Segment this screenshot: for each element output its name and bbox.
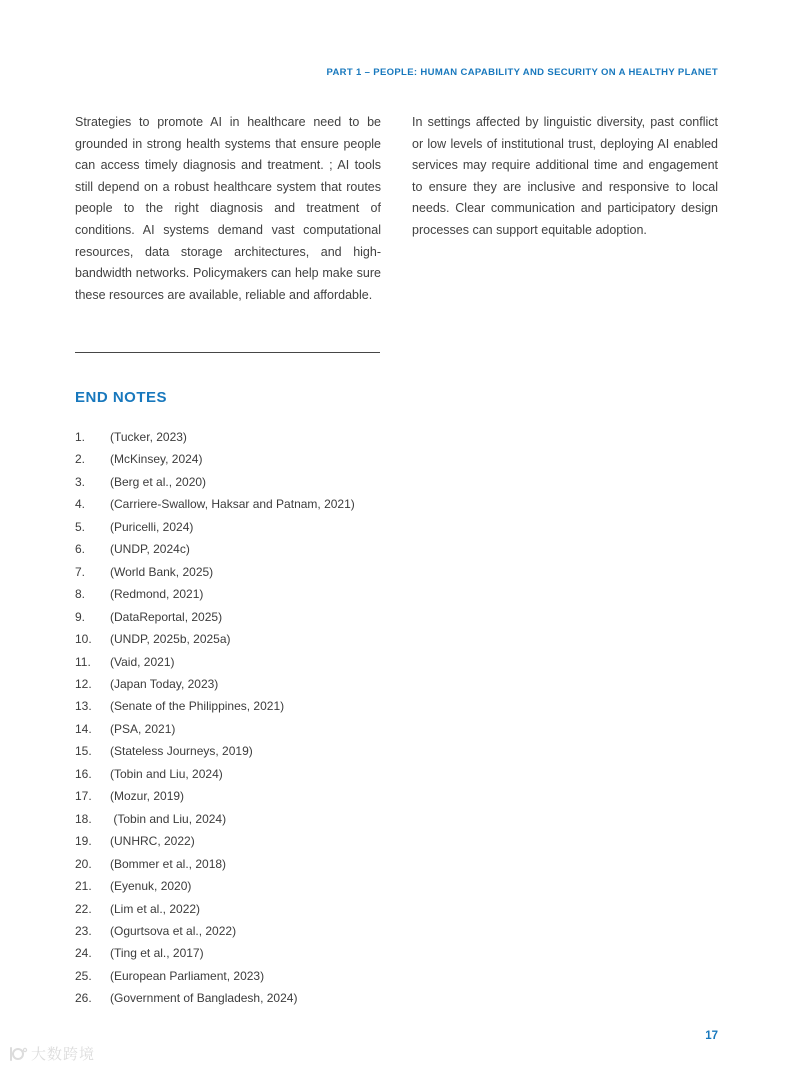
endnotes-divider	[75, 352, 380, 353]
endnote-number: 22.	[75, 901, 92, 916]
endnote-number: 7.	[75, 564, 86, 579]
endnote-text: (Tobin and Liu, 2024)	[110, 766, 223, 781]
watermark-text: 大数跨境	[31, 1046, 96, 1063]
endnote-row	[75, 875, 718, 897]
endnote-row	[75, 853, 718, 875]
endnote-row	[75, 898, 718, 920]
endnote-number: 5.	[75, 519, 86, 534]
endnote-number: 21.	[75, 879, 92, 894]
endnote-row	[75, 718, 718, 740]
endnote-row	[75, 493, 718, 515]
endnote-row	[75, 920, 718, 942]
endnote-text: (Tobin and Liu, 2024)	[110, 811, 227, 826]
endnote-text: (Government of Bangladesh, 2024)	[110, 991, 298, 1006]
endnote-row	[75, 987, 718, 1009]
endnote-number: 16.	[75, 766, 92, 781]
endnote-text: (PSA, 2021)	[110, 721, 176, 736]
endnotes-heading: END NOTES	[75, 389, 168, 406]
endnote-text: (Lim et al., 2022)	[110, 901, 201, 916]
endnote-row	[75, 471, 718, 493]
right-column-paragraph: In settings affected by linguistic diversity, past conflict or low levels of institutional trust, deploying AI enabled services may require additional time and engagement to ensure they are inclusive and responsive to local needs. Clear communication and participatory design processes can support equitable adoption.	[412, 115, 718, 237]
endnote-row	[75, 965, 718, 987]
endnote-row	[75, 628, 718, 650]
endnote-text: (Vaid, 2021)	[110, 654, 175, 669]
endnote-number: 19.	[75, 834, 92, 849]
endnote-number: 2.	[75, 452, 86, 467]
endnote-text: (McKinsey, 2024)	[110, 452, 203, 467]
endnote-number: 15.	[75, 744, 92, 759]
page-number: 17	[705, 1030, 718, 1042]
endnote-text: (Japan Today, 2023)	[110, 676, 219, 691]
endnote-number: 17.	[75, 789, 92, 804]
endnote-number: 8.	[75, 587, 86, 602]
endnote-row	[75, 942, 718, 964]
endnote-number: 23.	[75, 923, 92, 938]
endnote-text: (DataReportal, 2025)	[110, 609, 223, 624]
endnote-text: (Puricelli, 2024)	[110, 519, 194, 534]
endnote-text: (UNDP, 2025b, 2025a)	[110, 632, 231, 647]
endnote-row	[75, 785, 718, 807]
body-columns	[75, 112, 718, 306]
endnote-row	[75, 516, 718, 538]
endnote-number: 9.	[75, 609, 86, 624]
running-header: PART 1 – PEOPLE: HUMAN CAPABILITY AND SECURITY ON A HEALTHY PLANET	[326, 67, 718, 78]
endnote-row	[75, 830, 718, 852]
endnote-number: 4.	[75, 497, 86, 512]
endnote-text: (Senate of the Philippines, 2021)	[110, 699, 285, 714]
endnote-row	[75, 763, 718, 785]
endnote-number: 6.	[75, 542, 86, 557]
endnote-number: 10.	[75, 632, 92, 647]
endnote-text: (World Bank, 2025)	[110, 564, 214, 579]
endnote-row	[75, 583, 718, 605]
endnote-row	[75, 695, 718, 717]
endnote-number: 25.	[75, 968, 92, 983]
endnote-text: (Stateless Journeys, 2019)	[110, 744, 253, 759]
endnote-number: 12.	[75, 676, 92, 691]
endnote-row	[75, 740, 718, 762]
endnote-text: (Mozur, 2019)	[110, 789, 185, 804]
endnote-row	[75, 426, 718, 448]
endnote-text: (Ogurtsova et al., 2022)	[110, 923, 237, 938]
endnote-text: (European Parliament, 2023)	[110, 968, 265, 983]
endnote-row	[75, 448, 718, 470]
endnote-row	[75, 538, 718, 560]
watermark	[8, 1043, 95, 1064]
watermark-logo-icon	[8, 1046, 28, 1062]
endnote-text: (Ting et al., 2017)	[110, 946, 204, 961]
endnote-number: 20.	[75, 856, 92, 871]
endnote-number: 11.	[75, 654, 91, 669]
left-column-paragraph: Strategies to promote AI in healthcare need to be grounded in strong health systems that ensure people can access timely diagnosis and treatment. ; AI tools still depend on a robust healthcare system that routes people to the right diagnosis and treatment of conditions. AI systems demand vast computational resources, data storage architectures, and high-bandwidth networks. Policymakers can help make sure these resources are available, reliable and affordable.	[75, 115, 381, 302]
endnote-row	[75, 651, 718, 673]
endnote-number: 18.	[75, 811, 92, 826]
endnote-text: (Tucker, 2023)	[110, 430, 187, 444]
endnote-number: 1.	[75, 430, 86, 444]
endnote-text: (UNDP, 2024c)	[110, 542, 190, 557]
endnote-number: 13.	[75, 699, 92, 714]
endnote-text: (Eyenuk, 2020)	[110, 879, 192, 894]
endnote-text: (Redmond, 2021)	[110, 587, 204, 602]
endnotes-list	[75, 426, 718, 1010]
endnote-text: (Berg et al., 2020)	[110, 474, 207, 489]
endnote-number: 14.	[75, 721, 92, 736]
endnote-number: 26.	[75, 991, 92, 1006]
endnote-text: (Carriere-Swallow, Haksar and Patnam, 2021)	[110, 497, 355, 512]
endnote-text: (Bommer et al., 2018)	[110, 856, 227, 871]
endnote-number: 3.	[75, 474, 86, 489]
endnote-row	[75, 808, 718, 830]
endnote-text: (UNHRC, 2022)	[110, 834, 195, 849]
endnote-row	[75, 673, 718, 695]
endnote-number: 24.	[75, 946, 92, 961]
endnote-row	[75, 561, 718, 583]
endnote-row	[75, 606, 718, 628]
